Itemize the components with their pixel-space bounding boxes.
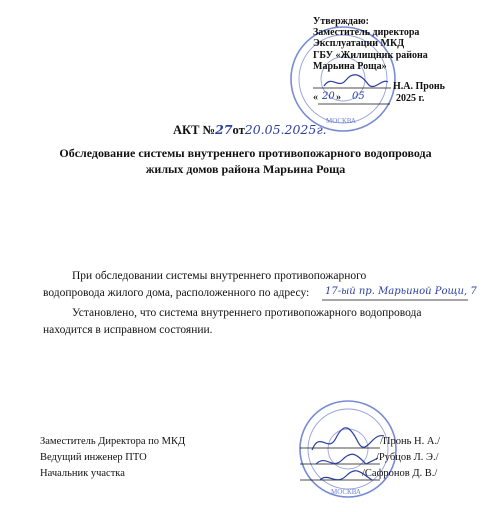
signature-name-1: /Пронь Н. А./ <box>380 436 440 447</box>
stamp-city-text: МОСКВА <box>326 117 356 125</box>
document-title-line-2: жилых домов района Марьина Роща <box>145 162 346 176</box>
body-para2-line1: Установлено, что система внутреннего противопожарного водопровода <box>72 307 422 319</box>
approval-line-1: Заместитель директора <box>313 27 420 39</box>
approval-date-quote-close: » <box>336 92 341 103</box>
approval-date-underline <box>318 103 398 107</box>
approval-handwritten-signature <box>322 72 392 92</box>
address-underline <box>322 299 472 302</box>
act-from: от <box>232 123 245 137</box>
approval-heading: Утверждаю: <box>313 16 369 27</box>
approval-date-month: 05 <box>352 91 365 102</box>
signature-position-2: Ведущий инженер ПТО <box>40 452 147 463</box>
act-number: 27 <box>215 122 233 137</box>
stamp-city-text: МОСКВА <box>331 488 361 496</box>
approval-line-2: Эксплуатации МКД <box>313 38 405 50</box>
body-address: 17-ый пр. Марьиной Рощи, 7 <box>325 286 477 297</box>
approval-date-year: 2025 г. <box>396 93 425 104</box>
approval-date-day: 20 <box>322 91 335 102</box>
signature-name-3: /Сафронов Д. В./ <box>362 468 438 479</box>
approval-line-3: ГБУ «Жилищник района <box>313 49 428 61</box>
signature-position-3: Начальник участка <box>40 468 125 479</box>
act-heading <box>173 122 327 138</box>
act-label: АКТ № <box>173 123 216 137</box>
signature-name-2: /Рубцов Л. Э./ <box>376 452 439 463</box>
signature-position-1: Заместитель Директора по МКД <box>40 436 186 447</box>
body-para1-line1: При обследовании системы внутреннего противопожарного <box>72 270 367 282</box>
approval-signer: Н.А. Пронь <box>393 81 445 92</box>
body-para2-line2: находится в исправном состоянии. <box>43 324 213 336</box>
approval-date-quote-open: « <box>313 92 318 103</box>
body-para1-line2: водопровода жилого дома, расположенного по адресу: <box>43 287 310 299</box>
approval-line-4: Марьина Роща» <box>313 60 387 72</box>
approval-block <box>313 16 428 72</box>
act-date: 20.05.2025г. <box>244 122 327 137</box>
document-title-line-1: Обследование системы внутреннего противопожарного водопровода <box>59 146 432 160</box>
